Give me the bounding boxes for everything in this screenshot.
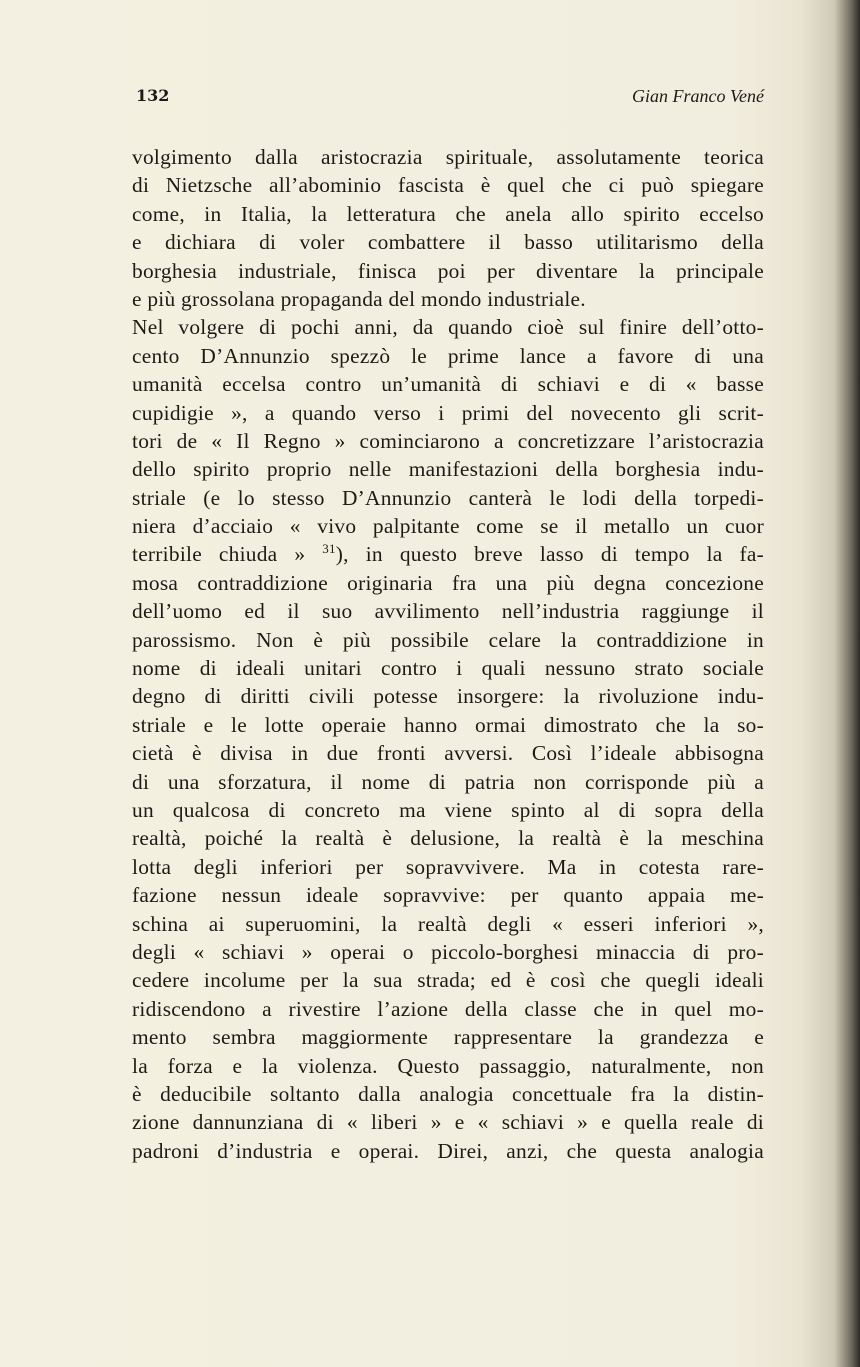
text-line: padroni d’industria e operai. Direi, anzi, che questa analogia	[132, 1138, 764, 1163]
text-line: volgimento dalla aristocrazia spirituale, assolutamente teorica	[132, 145, 764, 169]
text-line: cento D’Annunzio spezzò le prime lance a favore di una	[132, 343, 764, 368]
line-tail: ), in questo breve lasso di tempo la fa-	[335, 542, 764, 567]
text-line: la forza e la violenza. Questo passaggio, naturalmente, non	[132, 1053, 764, 1078]
text-line: zione dannunziana di « liberi » e « schiavi » e quella reale di	[132, 1110, 764, 1135]
text-line-with-footnote	[132, 540, 764, 568]
text-line: schina ai superuomini, la realtà degli « esseri inferiori »,	[132, 911, 764, 936]
text-line: umanità eccelsa contro un’umanità di schiavi e di « basse	[132, 372, 764, 397]
text-line: è deducibile soltanto dalla analogia concettuale fra la distin-	[132, 1081, 764, 1106]
running-head-author: Gian Franco Vené	[632, 86, 764, 106]
body-text	[132, 143, 764, 1165]
text-line: striale (e lo stesso D’Annunzio canterà le lodi della torpedi-	[132, 485, 764, 510]
text-line: degno di diritti civili potesse insorgere: la rivoluzione indu-	[132, 684, 764, 709]
text-line: di una sforzatura, il nome di patria non corrisponde più a	[132, 769, 764, 794]
text-line: dello spirito proprio nelle manifestazioni della borghesia indu-	[132, 457, 764, 482]
text-line: parossismo. Non è più possibile celare la contraddizione in	[132, 627, 764, 652]
line-head: terribile chiuda »	[132, 542, 323, 567]
page-header	[136, 86, 764, 112]
text-line: come, in Italia, la letteratura che anela allo spirito eccelso	[132, 201, 764, 226]
footnote-reference: 31	[322, 541, 336, 557]
text-line: un qualcosa di concreto ma viene spinto al di sopra della	[132, 797, 764, 822]
text-line: striale e le lotte operaie hanno ormai dimostrato che la so-	[132, 712, 764, 737]
text-line: borghesia industriale, finisca poi per diventare la principale	[132, 258, 764, 283]
text-line: cupidigie », a quando verso i primi del novecento gli scrit-	[132, 400, 764, 425]
text-line: niera d’acciaio « vivo palpitante come se il metallo un cuor	[132, 514, 764, 539]
text-line: mento sembra maggiormente rappresentare la grandezza e	[132, 1025, 764, 1050]
text-line: degli « schiavi » operai o piccolo-borghesi minaccia di pro-	[132, 939, 764, 964]
text-line: dell’uomo ed il suo avvilimento nell’industria raggiunge il	[132, 599, 764, 624]
text-line: cedere incolume per la sua strada; ed è così che quegli ideali	[132, 968, 764, 993]
text-line: cietà è divisa in due fronti avversi. Così l’ideale abbisogna	[132, 741, 764, 766]
text-line: e dichiara di voler combattere il basso utilitarismo della	[132, 230, 764, 255]
text-line: fazione nessun ideale sopravvive: per quanto appaia me-	[132, 883, 764, 908]
text-line: Nel volgere di pochi anni, da quando cioè sul finire dell’otto-	[132, 315, 764, 340]
page-number: 132	[136, 86, 170, 105]
text-line: e più grossolana propaganda del mondo industriale.	[132, 286, 586, 311]
text-line: di Nietzsche all’abominio fascista è quel che ci può spiegare	[132, 173, 764, 198]
text-line: lotta degli inferiori per sopravvivere. Ma in cotesta rare-	[132, 854, 764, 879]
text-line: nome di ideali unitari contro i quali nessuno strato sociale	[132, 656, 764, 681]
text-line: tori de « Il Regno » cominciarono a concretizzare l’aristocrazia	[132, 428, 764, 453]
text-line: mosa contraddizione originaria fra una più degna concezione	[132, 570, 764, 595]
text-line: realtà, poiché la realtà è delusione, la realtà è la meschina	[132, 826, 764, 851]
text-line: ridiscendono a rivestire l’azione della classe che in quel mo-	[132, 996, 764, 1021]
